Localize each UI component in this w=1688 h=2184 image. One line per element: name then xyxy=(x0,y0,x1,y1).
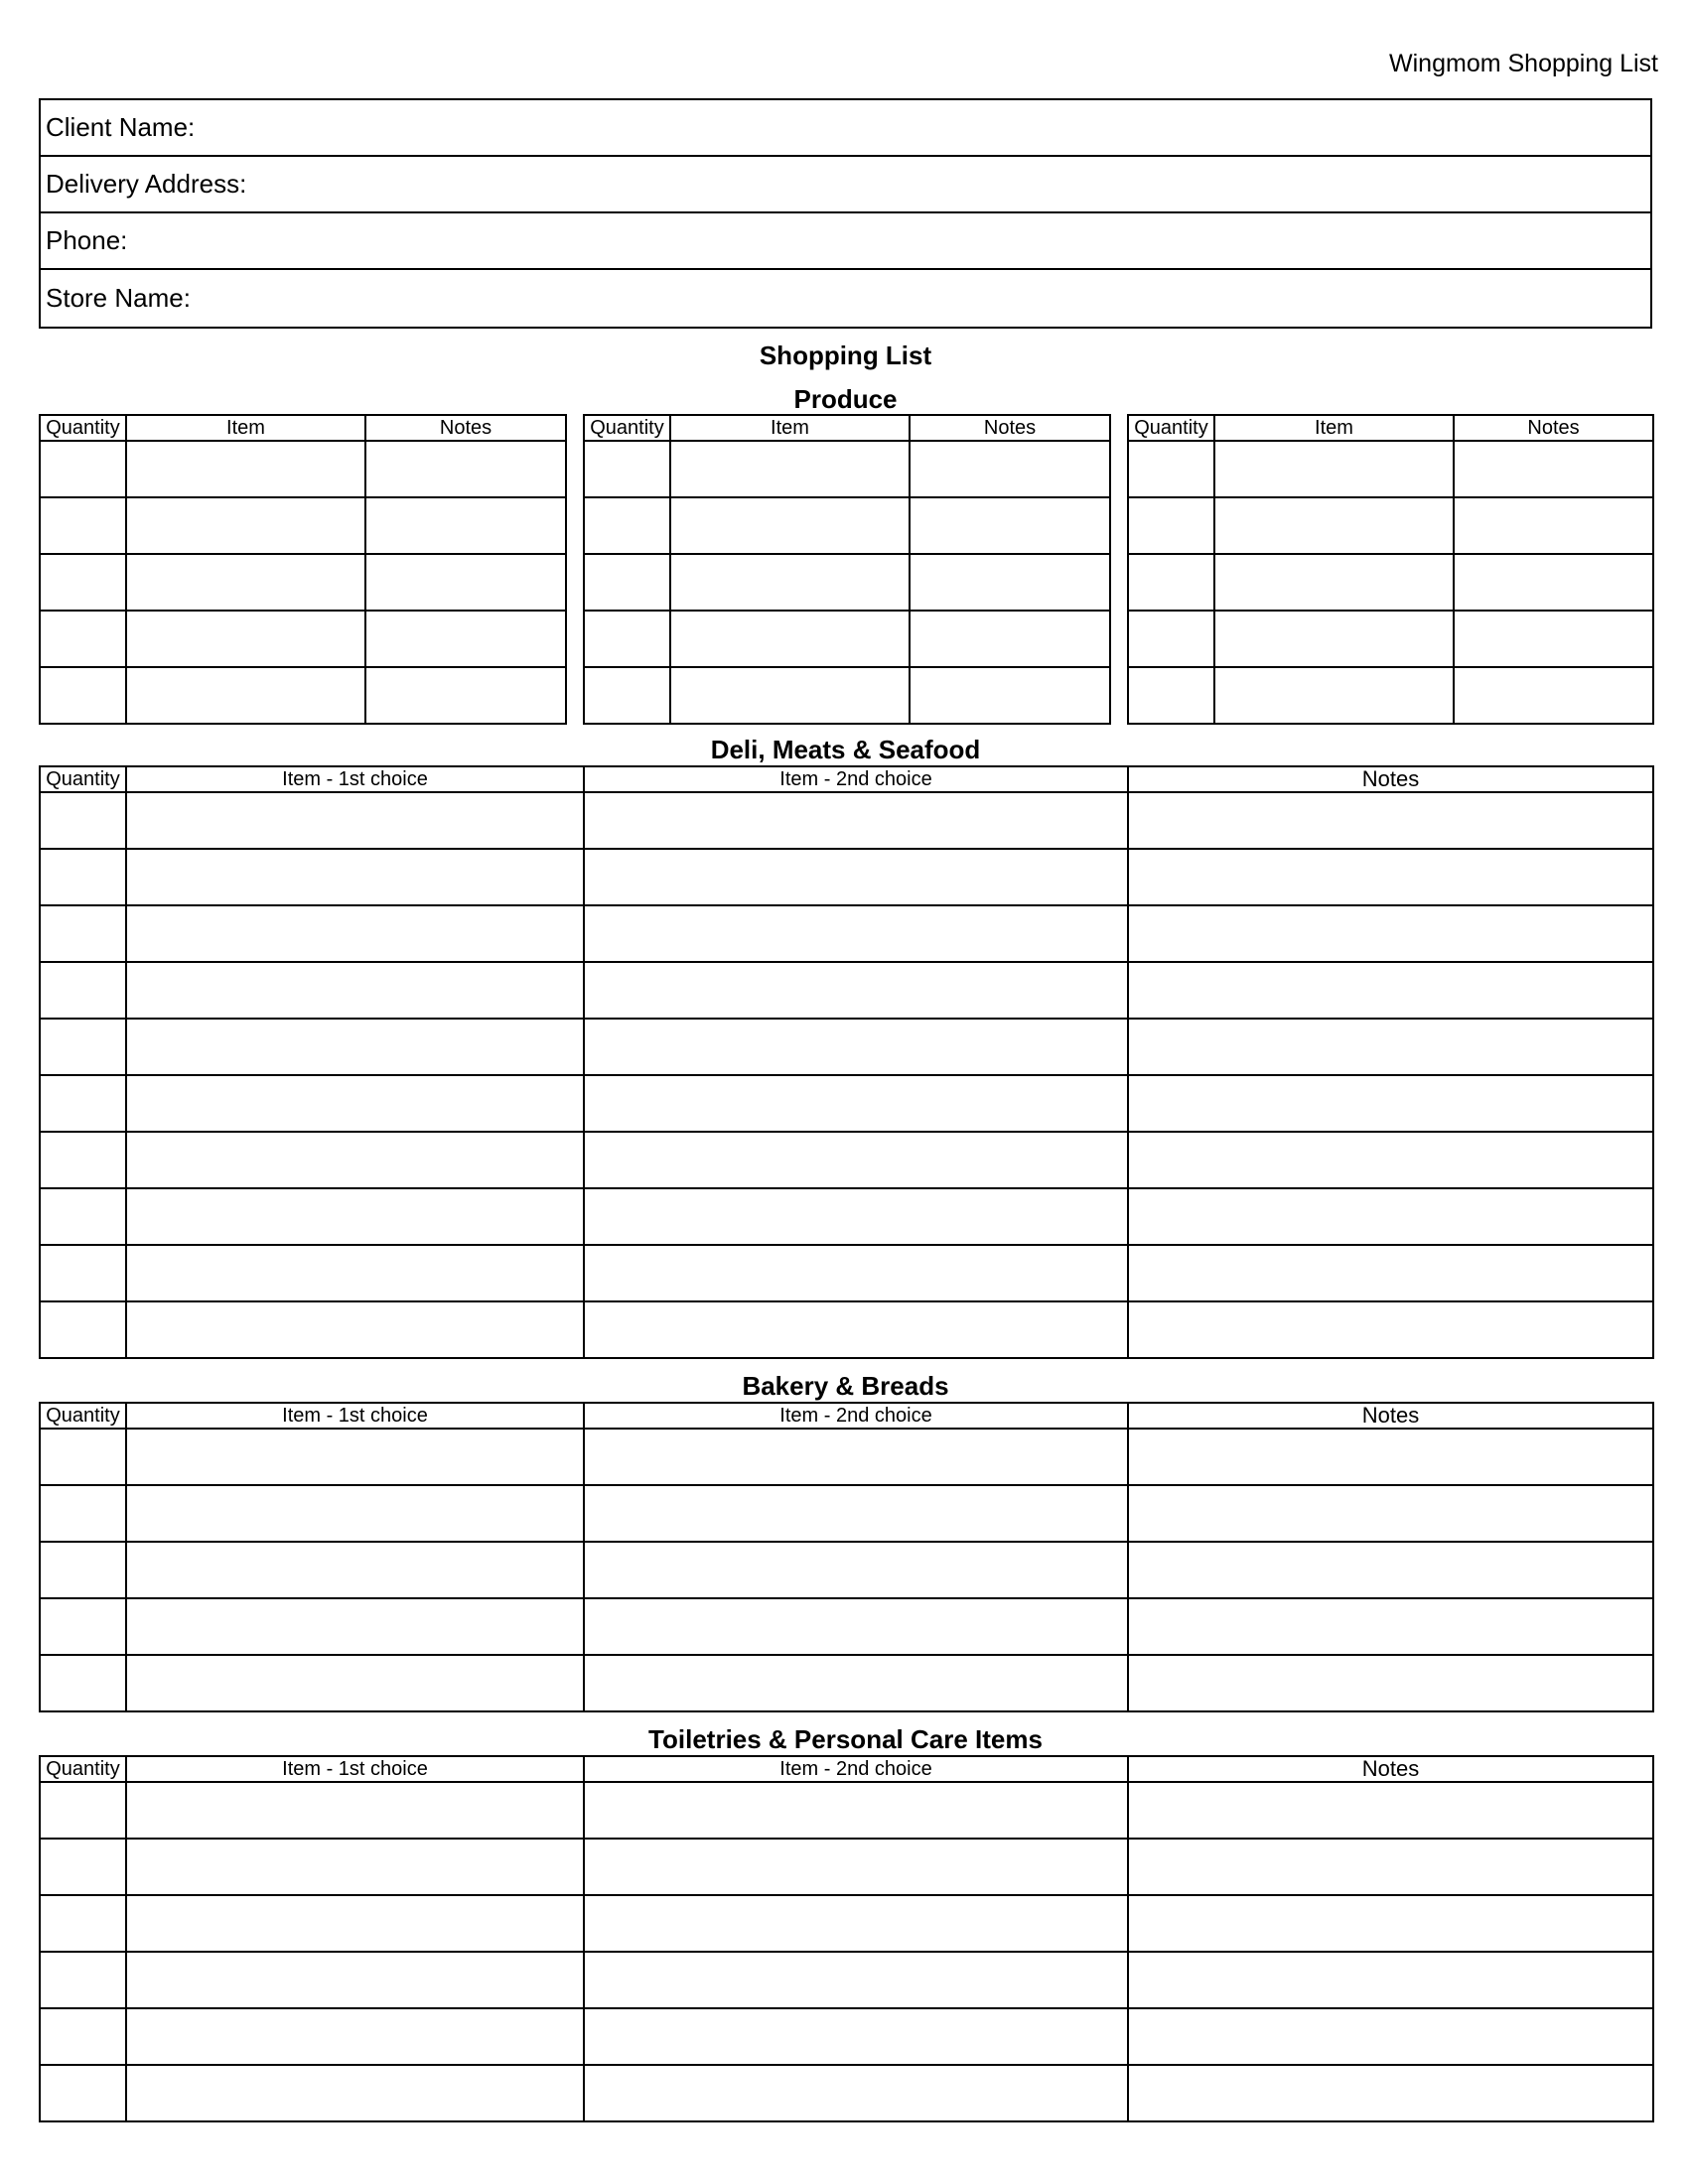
deli-row xyxy=(40,1301,1653,1358)
produce-row xyxy=(40,441,566,497)
entry-cell[interactable] xyxy=(1128,1655,1653,1711)
toiletries-row xyxy=(40,2065,1653,2121)
entry-cell[interactable] xyxy=(584,1132,1128,1188)
deli-row xyxy=(40,1245,1653,1301)
entry-cell[interactable] xyxy=(584,1542,1128,1598)
entry-cell[interactable] xyxy=(584,905,1128,962)
entry-cell[interactable] xyxy=(1214,667,1454,724)
entry-cell[interactable] xyxy=(40,497,126,554)
entry-cell[interactable] xyxy=(1128,1598,1653,1655)
entry-cell[interactable] xyxy=(1128,1245,1653,1301)
entry-cell[interactable] xyxy=(40,1429,126,1485)
deli-header-quantity: Quantity xyxy=(40,766,126,792)
toiletries-row xyxy=(40,1952,1653,2008)
entry-cell[interactable] xyxy=(1128,497,1214,554)
produce-header-notes: Notes xyxy=(365,415,566,441)
entry-cell[interactable] xyxy=(40,1075,126,1132)
produce-row xyxy=(1128,554,1653,611)
entry-cell[interactable] xyxy=(584,1655,1128,1711)
delivery-address-field[interactable] xyxy=(41,157,1650,213)
produce-row xyxy=(1128,441,1653,497)
deli-row xyxy=(40,1075,1653,1132)
produce-header-quantity: Quantity xyxy=(40,415,126,441)
entry-cell[interactable] xyxy=(126,1952,584,2008)
store-name-label: Store Name: xyxy=(46,283,191,313)
entry-cell[interactable] xyxy=(40,962,126,1019)
entry-cell[interactable] xyxy=(584,1485,1128,1542)
entry-cell[interactable] xyxy=(1128,962,1653,1019)
entry-cell[interactable] xyxy=(1128,1952,1653,2008)
produce-header-item: Item xyxy=(126,415,365,441)
entry-cell[interactable] xyxy=(1128,667,1214,724)
entry-cell[interactable] xyxy=(1128,1301,1653,1358)
produce-row xyxy=(584,497,1110,554)
bakery-header-item-1st: Item - 1st choice xyxy=(126,1403,584,1429)
entry-cell[interactable] xyxy=(40,1839,126,1895)
entry-cell[interactable] xyxy=(670,497,910,554)
entry-cell[interactable] xyxy=(40,1019,126,1075)
entry-cell[interactable] xyxy=(126,792,584,849)
entry-cell[interactable] xyxy=(40,2065,126,2121)
entry-cell[interactable] xyxy=(1128,1782,1653,1839)
entry-cell[interactable] xyxy=(584,1429,1128,1485)
entry-cell[interactable] xyxy=(584,1782,1128,1839)
entry-cell[interactable] xyxy=(40,1895,126,1952)
entry-cell[interactable] xyxy=(126,1075,584,1132)
entry-cell[interactable] xyxy=(365,497,566,554)
deli-row xyxy=(40,1132,1653,1188)
produce-row xyxy=(1128,667,1653,724)
entry-cell[interactable] xyxy=(365,441,566,497)
entry-cell[interactable] xyxy=(584,2065,1128,2121)
produce-table-1 xyxy=(39,414,567,725)
deli-section-title: Deli, Meats & Seafood xyxy=(710,735,981,764)
deli-row xyxy=(40,849,1653,905)
entry-cell[interactable] xyxy=(126,1429,584,1485)
deli-row xyxy=(40,962,1653,1019)
toiletries-header-item-1st: Item - 1st choice xyxy=(126,1756,584,1782)
client-name-field[interactable] xyxy=(41,100,1650,157)
document-title: Wingmom Shopping List xyxy=(1389,50,1658,77)
entry-cell[interactable] xyxy=(126,497,365,554)
entry-cell[interactable] xyxy=(1214,554,1454,611)
entry-cell[interactable] xyxy=(670,667,910,724)
produce-table-3 xyxy=(1127,414,1654,725)
entry-cell[interactable] xyxy=(40,1542,126,1598)
phone-field[interactable] xyxy=(41,213,1650,270)
entry-cell[interactable] xyxy=(126,1301,584,1358)
deli-header-item-2nd: Item - 2nd choice xyxy=(584,766,1128,792)
produce-header-item: Item xyxy=(670,415,910,441)
entry-cell[interactable] xyxy=(670,611,910,667)
entry-cell[interactable] xyxy=(126,1895,584,1952)
toiletries-table xyxy=(39,1755,1654,2122)
entry-cell[interactable] xyxy=(126,1132,584,1188)
entry-cell[interactable] xyxy=(365,611,566,667)
entry-cell[interactable] xyxy=(584,792,1128,849)
bakery-table xyxy=(39,1402,1654,1712)
entry-cell[interactable] xyxy=(40,667,126,724)
entry-cell[interactable] xyxy=(126,1655,584,1711)
deli-header-notes: Notes xyxy=(1128,766,1653,792)
produce-table-2 xyxy=(583,414,1111,725)
phone-label: Phone: xyxy=(46,225,128,255)
entry-cell[interactable] xyxy=(1454,667,1653,724)
entry-cell[interactable] xyxy=(1214,441,1454,497)
entry-cell[interactable] xyxy=(584,962,1128,1019)
entry-cell[interactable] xyxy=(910,497,1110,554)
toiletries-section-title: Toiletries & Personal Care Items xyxy=(648,1724,1043,1754)
entry-cell[interactable] xyxy=(1128,2008,1653,2065)
produce-header-notes: Notes xyxy=(910,415,1110,441)
entry-cell[interactable] xyxy=(584,1301,1128,1358)
entry-cell[interactable] xyxy=(126,667,365,724)
entry-cell[interactable] xyxy=(584,1952,1128,2008)
entry-cell[interactable] xyxy=(584,554,670,611)
entry-cell[interactable] xyxy=(126,554,365,611)
entry-cell[interactable] xyxy=(1128,1132,1653,1188)
produce-header-quantity: Quantity xyxy=(584,415,670,441)
entry-cell[interactable] xyxy=(126,1485,584,1542)
entry-cell[interactable] xyxy=(584,1598,1128,1655)
entry-cell[interactable] xyxy=(40,1655,126,1711)
entry-cell[interactable] xyxy=(40,905,126,962)
entry-cell[interactable] xyxy=(1128,1485,1653,1542)
entry-cell[interactable] xyxy=(126,1782,584,1839)
entry-cell[interactable] xyxy=(584,1895,1128,1952)
entry-cell[interactable] xyxy=(1128,554,1214,611)
entry-cell[interactable] xyxy=(40,1782,126,1839)
entry-cell[interactable] xyxy=(126,1245,584,1301)
toiletries-header-quantity: Quantity xyxy=(40,1756,126,1782)
produce-row xyxy=(584,611,1110,667)
toiletries-header-item-2nd: Item - 2nd choice xyxy=(584,1756,1128,1782)
deli-row xyxy=(40,1019,1653,1075)
deli-row xyxy=(40,792,1653,849)
entry-cell[interactable] xyxy=(1214,497,1454,554)
produce-row xyxy=(1128,497,1653,554)
bakery-row xyxy=(40,1542,1653,1598)
entry-cell[interactable] xyxy=(126,1019,584,1075)
entry-cell[interactable] xyxy=(40,792,126,849)
entry-cell[interactable] xyxy=(40,1245,126,1301)
shopping-list-title: Shopping List xyxy=(759,341,932,370)
entry-cell[interactable] xyxy=(584,1019,1128,1075)
deli-row xyxy=(40,905,1653,962)
deli-row xyxy=(40,1188,1653,1245)
entry-cell[interactable] xyxy=(126,2008,584,2065)
entry-cell[interactable] xyxy=(1128,1542,1653,1598)
entry-cell[interactable] xyxy=(1128,1075,1653,1132)
entry-cell[interactable] xyxy=(584,497,670,554)
entry-cell[interactable] xyxy=(584,667,670,724)
entry-cell[interactable] xyxy=(1128,792,1653,849)
produce-row xyxy=(40,497,566,554)
entry-cell[interactable] xyxy=(40,1132,126,1188)
entry-cell[interactable] xyxy=(365,667,566,724)
entry-cell[interactable] xyxy=(584,441,670,497)
entry-cell[interactable] xyxy=(40,441,126,497)
produce-header-notes: Notes xyxy=(1454,415,1653,441)
entry-cell[interactable] xyxy=(1128,1188,1653,1245)
entry-cell[interactable] xyxy=(365,554,566,611)
entry-cell[interactable] xyxy=(670,554,910,611)
delivery-address-label: Delivery Address: xyxy=(46,169,247,199)
produce-row xyxy=(40,611,566,667)
entry-cell[interactable] xyxy=(584,2008,1128,2065)
produce-row xyxy=(1128,611,1653,667)
entry-cell[interactable] xyxy=(1454,441,1653,497)
entry-cell[interactable] xyxy=(1128,1839,1653,1895)
produce-row xyxy=(584,667,1110,724)
entry-cell[interactable] xyxy=(126,1542,584,1598)
entry-cell[interactable] xyxy=(126,905,584,962)
bakery-section-title: Bakery & Breads xyxy=(742,1371,949,1401)
produce-header-quantity: Quantity xyxy=(1128,415,1214,441)
store-name-field[interactable] xyxy=(41,270,1650,327)
bakery-header-item-2nd: Item - 2nd choice xyxy=(584,1403,1128,1429)
entry-cell[interactable] xyxy=(910,611,1110,667)
entry-cell[interactable] xyxy=(126,962,584,1019)
entry-cell[interactable] xyxy=(40,611,126,667)
entry-cell[interactable] xyxy=(670,441,910,497)
entry-cell[interactable] xyxy=(1128,905,1653,962)
bakery-header-quantity: Quantity xyxy=(40,1403,126,1429)
bakery-row xyxy=(40,1485,1653,1542)
entry-cell[interactable] xyxy=(1128,1895,1653,1952)
bakery-header-notes: Notes xyxy=(1128,1403,1653,1429)
entry-cell[interactable] xyxy=(910,441,1110,497)
bakery-row xyxy=(40,1598,1653,1655)
entry-cell[interactable] xyxy=(126,849,584,905)
entry-cell[interactable] xyxy=(1454,554,1653,611)
entry-cell[interactable] xyxy=(40,2008,126,2065)
entry-cell[interactable] xyxy=(1454,497,1653,554)
entry-cell[interactable] xyxy=(584,1188,1128,1245)
toiletries-row xyxy=(40,1895,1653,1952)
client-name-label: Client Name: xyxy=(46,112,196,142)
deli-table xyxy=(39,765,1654,1359)
deli-header-item-1st: Item - 1st choice xyxy=(126,766,584,792)
entry-cell[interactable] xyxy=(126,611,365,667)
entry-cell[interactable] xyxy=(40,554,126,611)
toiletries-row xyxy=(40,1839,1653,1895)
produce-row xyxy=(584,554,1110,611)
entry-cell[interactable] xyxy=(910,667,1110,724)
entry-cell[interactable] xyxy=(40,1952,126,2008)
entry-cell[interactable] xyxy=(40,1301,126,1358)
client-info-box xyxy=(39,98,1652,329)
produce-section-title: Produce xyxy=(793,384,898,414)
toiletries-header-notes: Notes xyxy=(1128,1756,1653,1782)
entry-cell[interactable] xyxy=(584,611,670,667)
produce-header-item: Item xyxy=(1214,415,1454,441)
entry-cell[interactable] xyxy=(910,554,1110,611)
entry-cell[interactable] xyxy=(584,1075,1128,1132)
entry-cell[interactable] xyxy=(1128,2065,1653,2121)
bakery-row xyxy=(40,1655,1653,1711)
produce-row xyxy=(40,667,566,724)
entry-cell[interactable] xyxy=(126,441,365,497)
entry-cell[interactable] xyxy=(1454,611,1653,667)
entry-cell[interactable] xyxy=(1128,611,1214,667)
produce-row xyxy=(584,441,1110,497)
entry-cell[interactable] xyxy=(584,849,1128,905)
entry-cell[interactable] xyxy=(40,849,126,905)
entry-cell[interactable] xyxy=(40,1188,126,1245)
entry-cell[interactable] xyxy=(126,1598,584,1655)
entry-cell[interactable] xyxy=(584,1245,1128,1301)
entry-cell[interactable] xyxy=(126,1839,584,1895)
entry-cell[interactable] xyxy=(40,1598,126,1655)
toiletries-row xyxy=(40,1782,1653,1839)
entry-cell[interactable] xyxy=(1128,1429,1653,1485)
entry-cell[interactable] xyxy=(1128,1019,1653,1075)
entry-cell[interactable] xyxy=(126,2065,584,2121)
bakery-row xyxy=(40,1429,1653,1485)
toiletries-row xyxy=(40,2008,1653,2065)
entry-cell[interactable] xyxy=(40,1485,126,1542)
entry-cell[interactable] xyxy=(126,1188,584,1245)
entry-cell[interactable] xyxy=(1128,441,1214,497)
entry-cell[interactable] xyxy=(1214,611,1454,667)
produce-row xyxy=(40,554,566,611)
entry-cell[interactable] xyxy=(1128,849,1653,905)
entry-cell[interactable] xyxy=(584,1839,1128,1895)
